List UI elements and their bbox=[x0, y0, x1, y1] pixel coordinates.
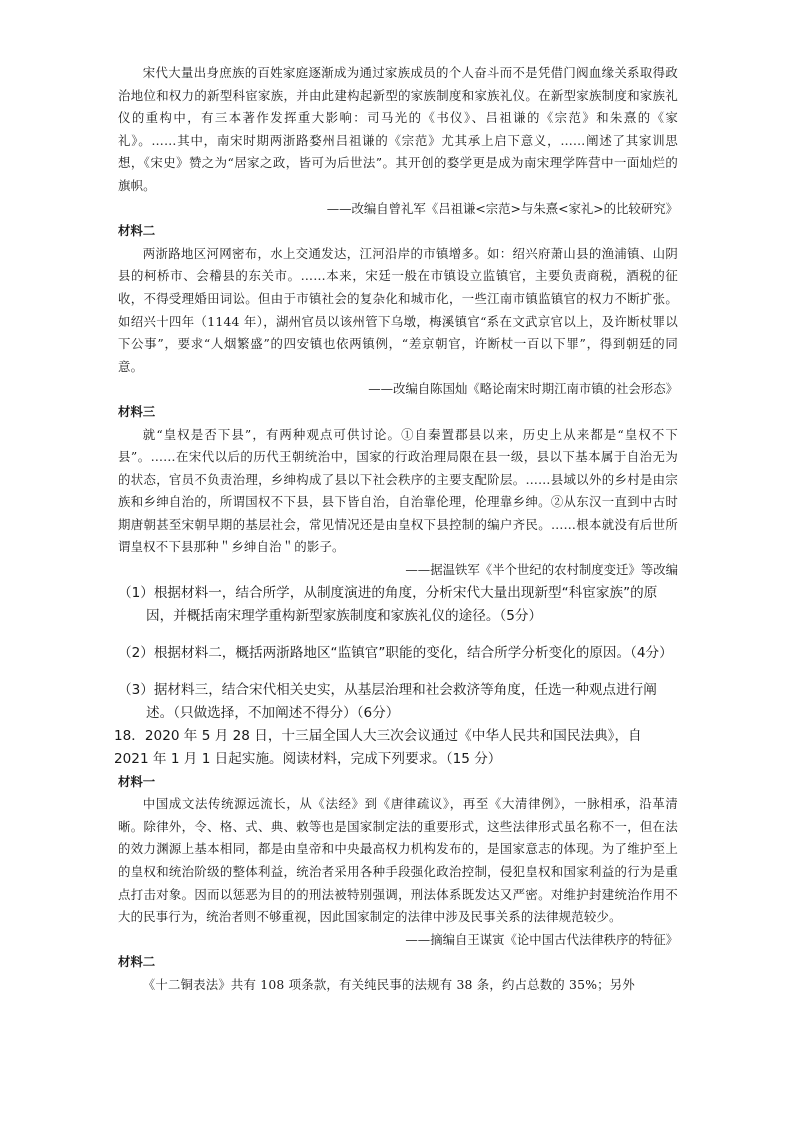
material-two-source: ——改编自陈国灿《略论南宋时期江南市镇的社会形态》 bbox=[368, 381, 678, 397]
material-one-paragraph: 宋代大量出身庶族的百姓家庭逐渐成为通过家族成员的个人奋斗而不是凭借门阀血缘关系取得政治地位和权力的新型科宦家族，并由此建构起新型的家族制度和家族礼仪。在新型家族制度和家族礼仪的重构中，有三本著作发挥重大影响：司马光的《书仪》、吕祖谦的《宗范》和朱熹的《家礼》。……其中，南宋时期两浙路婺州吕祖谦的《宗范》尤其承上启下意义，……阐述了其家训思想，《宋史》赞之为“居家之政，皆可为后世法”。其开创的婺学更是成为南宋理学阵营中一面灿烂的旗帜。 bbox=[118, 65, 678, 193]
q18-material-two-heading: 材料二 bbox=[118, 954, 156, 970]
material-two-heading: 材料二 bbox=[118, 223, 156, 239]
question-2: （2）根据材料二，概括两浙路地区“监镇官”职能的变化，结合所学分析变化的原因。（4分） bbox=[118, 644, 673, 661]
question-18-stem: 18．2020 年 5 月 28 日，十三届全国人大三次会议通过《中华人民共和国民法典》，自 2021 年 1 月 1 日起实施。阅读材料，完成下列要求。（15 分） bbox=[114, 727, 642, 767]
q18-material-one-heading: 材料一 bbox=[118, 773, 156, 789]
q18-material-two-paragraph: 《十二铜表法》共有 108 项条款，有关纯民事的法规有 38 条，约占总数的 35%；另外 bbox=[142, 977, 635, 992]
material-two-paragraph: 两浙路地区河网密布，水上交通发达，江河沿岸的市镇增多。如：绍兴府萧山县的渔浦镇、山阴县的柯桥市、会稽县的东关市。……本来，宋廷一般在市镇设立监镇官，主要负责商税，酒税的征收，不得受理婚田词讼。但由于市镇社会的复杂化和城市化，一些江南市镇监镇官的权力不断扩张。如绍兴十四年（1144 年），湖州官员以该州管下乌墩，梅溪镇官“系在文武京官以上，及许断杖罪以下公事”，要求“人烟繁盛”的四安镇也依两镇例，“差京朝官，许断杖一百以下罪”，得到朝廷的同意。 bbox=[118, 245, 678, 374]
question-1: （1）根据材料一，结合所学，从制度演进的角度，分析宋代大量出现新型“科宦家族”的原因，并概括南宋理学重构新型家族制度和家族礼仪的途径。（5分） bbox=[118, 584, 658, 624]
question-3: （3）据材料三，结合宋代相关史实，从基层治理和社会救济等角度，任选一种观点进行阐述。（只做选择，不加阐述不得分）（6分） bbox=[118, 681, 657, 721]
material-three-paragraph: 就“皇权是否下县”，有两种观点可供讨论。①自秦置郡县以来，历史上从来都是“皇权不下县”。……在宋代以后的历代王朝统治中，国家的行政治理局限在县一级，县以下基本属于自治无为的状态，官员不负责治理，乡绅构成了县以下社会秩序的主要支配阶层。……县域以外的乡村是由宗族和乡绅自治的，所谓国权不下县，县下皆自治，自治靠伦理，伦理靠乡绅。②从东汉一直到中古时期唐朝甚至宋朝早期的基层社会，常见情况还是由皇权下县控制的编户齐民。……根本就没有后世所谓皇权不下县那种＂乡绅自治＂的影子。 bbox=[118, 426, 678, 555]
q18-material-one-source: ——摘编自王谋寅《论中国古代法律秩序的特征》 bbox=[405, 931, 678, 947]
material-one-source: ——改编自曾礼军《吕祖谦<宗范>与朱熹<家礼>的比较研究》 bbox=[326, 200, 678, 216]
exam-page bbox=[114, 62, 678, 997]
material-three-source: ——据温铁军《半个世纪的农村制度变迁》等改编 bbox=[405, 562, 678, 578]
material-three-heading: 材料三 bbox=[118, 403, 156, 419]
q18-material-one-paragraph: 中国成文法传统源远流长，从《法经》到《唐律疏议》，再至《大清律例》，一脉相承，沿革清晰。除律外，令、格、式、典、敕等也是国家制定法的重要形式，这些法律形式虽名称不一，但在法的效力渊源上基本相同，都是由皇帝和中央最高权力机构发布的，是国家意志的体现。为了维护至上的皇权和统治阶级的整体利益，统治者采用各种手段强化政治控制，侵犯皇权和国家利益的行为是重点打击对象。因而以惩恶为目的的刑法被特别强调，刑法体系既发达又严密。对维护封建统治作用不大的民事行为，统治者则不够重视，因此国家制定的法律中涉及民事关系的法律规范较少。 bbox=[118, 796, 678, 925]
